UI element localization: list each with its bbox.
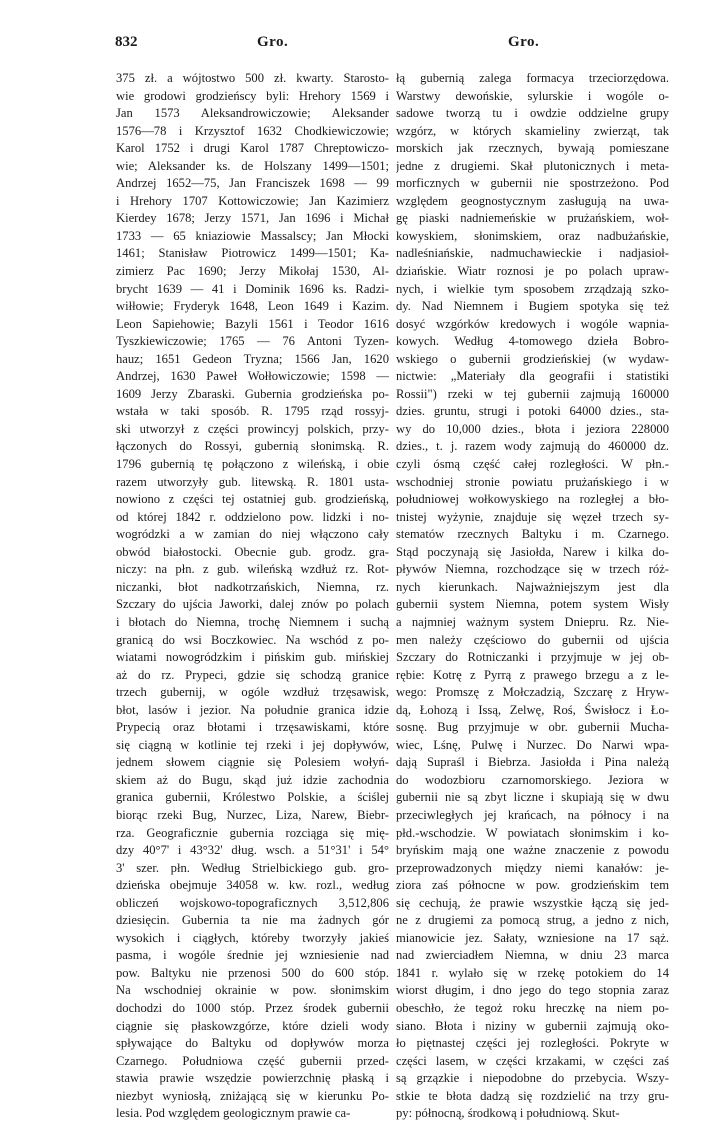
text-line: czyli ósmą część całej rozległości. W płn.- [396,457,669,472]
text-line: pasma, i wogóle średnie jej wzniesienie nad [116,948,389,963]
text-line: dzieńska obejmuje 34058 w. kw. rozl., według [116,878,389,893]
right-text-column [396,70,669,1123]
running-head-left: Gro. [257,34,289,50]
text-line: się ciągną w kotlinie tej rzeki i jej dopływów, [116,737,389,752]
text-line: się cechują, że prawie wszystkie łączą się jed- [396,895,669,910]
text-line: niezbyt wyniosłą, zniżającą się w kierunku Po- [116,1088,389,1103]
text-line: gę piaski nadniemeńskie w prużańskiem, woł- [396,211,669,226]
text-line: pływów Niemna, rozchodzące się w trzech róż- [396,562,669,577]
text-line: względem geognostycznym zasługują na uwa- [396,193,669,208]
text-line: ło piętnastej części jej rozległości. Pokryte w [396,1036,669,1051]
text-line: dzy 40°7' i 43°32' dług. wsch. a 51°31' i 54° [116,843,389,858]
text-line: dy. Nad Niemnem i Bugiem spotyka się też [396,299,669,314]
text-line: przeprowadzonych między niemi kanałów: je- [396,860,669,875]
text-line: aż do rz. Prypeci, gdzie się schodzą granice [116,667,389,682]
text-line: dzies., t. j. razem wody zajmują do 460000 dz. [396,439,669,454]
text-line: Andrzej, 1630 Paweł Wołłowiczowie; 1598 — [116,369,389,384]
text-line: nictwie: „Materiały dla geografii i statistiki [396,369,669,384]
text-line: men należy częściowo do gubernii od ujścia [396,632,669,647]
text-line: obliczeń wojskowo-topograficznych 3,512,806 [116,895,389,910]
text-line: nowiono z części tej ostatniej gub. grodzieńską, [116,492,389,507]
text-line: py: północną, środkową i południową. Skut- [396,1106,620,1121]
text-line: lesia. Pod względem geologicznym prawie ca- [116,1106,351,1121]
text-line: niczy: na płn. z gub. wileńską wzdłuż rz. Rot- [116,562,389,577]
text-line: ski utworzył z części prowincyj polskich, przy- [116,421,389,436]
running-head-right: Gro. [508,34,540,50]
text-line: jednem słowem ciągnie się Polesiem wołyń- [116,755,389,770]
text-line: granica gubernii, Królestwo Polskie, a ściślej [116,790,389,805]
text-line: nadleśniańskie, nadmuchawieckie i nadjasioł- [396,246,669,261]
text-line: stkie te błota dadzą się rozdzielić na trzy gru- [396,1088,669,1103]
text-line: Szczary do ujścia Jaworki, dalej znów po polach [116,597,389,612]
text-line: Andrzej 1652—75, Jan Franciszek 1698 — 99 [116,176,389,191]
left-text-column [116,70,389,1123]
text-line: wstała w taki sposób. R. 1795 rząd rossyj- [116,404,389,419]
text-line: Jan 1573 Aleksandrowiczowie; Aleksander [116,106,389,121]
text-line: Rossii") rzeki w tej gubernii zajmują 160000 [396,386,669,401]
text-line: stematów rzecznych Baltyku i m. Czarnego. [396,527,669,542]
text-line: brycht 1639 — 41 i Dominik 1696 ks. Radzi- [116,281,389,296]
text-line: biorąc rzeki Bug, Nurzec, Liza, Narew, Biebr- [116,807,389,822]
text-line: 1796 gubernią tę połączono z wileńską, i obie [116,457,389,472]
text-line: południowej wołkowyskiego na rozległej a bło- [396,492,669,507]
text-line: 1461; Stanisław Piotrowicz 1499—1501; Ka- [116,246,389,261]
text-line: wzgórz, w których skamieliny zwierząt, tak [396,123,669,138]
text-line: tnistej wyżynie, znajduje się węzeł trzech sy- [396,509,669,524]
text-line: wskiego o gubernii grodzieńskiej (w wydaw- [396,351,669,366]
text-line: części lasem, w części krzakami, w części zaś [396,1053,669,1068]
text-line: Czarnego. Południowa część gubernii przed- [116,1053,389,1068]
text-line: sosnę. Bug przyjmuje w obr. gubernii Mucha- [396,720,669,735]
text-line: wiec, Lśnę, Pulwę i Nurzec. Do Narwi wpa- [396,737,669,752]
text-line: dzies. gruntu, strugi i potoki 64000 dzies., sta- [396,404,669,419]
text-line: razem utworzyły gub. litewską. R. 1801 usta- [116,474,389,489]
page-header [0,34,720,58]
text-line: wiłłowie; Fryderyk 1648, Leon 1649 i Kazim. [116,299,389,314]
text-line: ciągnie się płaskowzgórze, które dzieli wody [116,1018,389,1033]
text-line: dają Supraśl i Biebrza. Jasiołda i Pina należą [396,755,669,770]
text-line: rębie: Kotrę z Pyrrą z prawego brzegu a z le- [396,667,669,682]
text-line: wie grodowi grodzieńscy byli: Hrehory 1569 i [116,88,389,103]
text-line: dziesięcin. Gubernia ta nie ma żadnych gór [116,913,389,928]
text-line: dziańskie. Wiatr roznosi je po polach upraw- [396,264,669,279]
text-line: bryńskim mają one ważne znaczenie z powodu [396,843,669,858]
text-line: Tyszkiewiczowie; 1765 — 76 Antoni Tyzen- [116,334,389,349]
text-line: 1576—78 i Krzysztof 1632 Chodkiewiczowie; [116,123,389,138]
text-line: ne z drugiemi za pomocą strug, a jedno z nich, [396,913,669,928]
text-line: rza. Geograficznie gubernia rozciąga się mię- [116,825,389,840]
text-line: obeschło, że tegoż roku hreczkę na niem po- [396,1000,669,1015]
text-line: od której 1842 r. oddzielono pow. lidzki i no- [116,509,389,524]
text-line: ziora zaś północne w pow. grodzieńskim tem [396,878,669,893]
text-line: pow. Baltyku nie przenosi 500 do 600 stóp. [116,965,389,980]
text-line: sadowe tworzą tu i owdzie oddzielne grupy [396,106,669,121]
text-line: kowyskiem, słonimskiem, oraz nadbużańskie, [396,228,669,243]
text-line: siano. Błota i niziny w gubernii zajmują oko- [396,1018,669,1033]
text-line: i Hrehory 1707 Kottowiczowie; Jan Kazimierz [116,193,389,208]
text-line: są grzązkie i niepodobne do przebycia. Wszy- [396,1071,669,1086]
text-line: i błotach do Niemna, trochę Niemnem i suchą [116,614,389,629]
text-line: 1733 — 65 kniaziowie Massalscy; Jan Młocki [116,228,389,243]
text-line: łą gubernią zalega formacya trzeciorzędowa. [396,71,669,85]
text-line: dochodzi do 1000 stóp. Przez środek gubernii [116,1000,389,1015]
text-line: wogródzki a w zamian do niej włączono cały [116,527,389,542]
text-line: Leon Sapiehowie; Bazyli 1561 i Teodor 1616 [116,316,389,331]
text-line: skiem aż do Bugu, skąd już idzie zachodnia [116,772,389,787]
text-line: mianowicie jez. Sałaty, wzniesione na 17 sąż. [396,930,669,945]
text-line: dosyć wzgórków kredowych i wogóle wapnia- [396,316,669,331]
text-line: wie; Aleksander ks. de Holszany 1499—1501; [116,158,389,173]
text-line: kowych. Według 4-tomowego dzieła Bobro- [396,334,669,349]
text-line: gubernii nie są zbyt liczne i skupiają się w dwu [396,790,669,805]
column-divider [390,70,391,930]
text-line: gubernii system Niemna, potem system Wisły [396,597,669,612]
text-line: wiatami nowogródzkim i pińskim gub. mińskiej [116,650,389,665]
text-line: wysokich i ciągłych, któreby tworzyły jakieś [116,930,389,945]
text-line: morficznych w gubernii nie spostrzeżono. Pod [396,176,669,191]
text-line: wego: Promszę z Mołczadzią, Szczarę z Hryw- [396,685,669,700]
text-line: łączonych do Rossyi, gubernią słonimską. R. [116,439,389,454]
page-number: 832 [115,34,138,50]
text-line: Szczary do Rotniczanki i przyjmuje w jej ob- [396,650,669,665]
text-line: wy do 10,000 dzies., błota i jeziora 228000 [396,421,669,436]
text-line: Stąd poczynają się Jasiołda, Narew i kilka do- [396,544,669,559]
text-line: stawia prawie wszędzie powierzchnię płaską i [116,1071,389,1086]
text-line: a najmniej ważnym system Dniepru. Rz. Nie- [396,614,669,629]
text-line: hauz; 1651 Gedeon Tryzna; 1566 Jan, 1620 [116,351,389,366]
text-line: do wodozbioru czarnomorskiego. Jeziora w [396,772,669,787]
text-line: obwód białostocki. Obecnie gub. grodz. gra- [116,544,389,559]
text-line: 1609 Jerzy Zbaraski. Gubernia grodzieńska po- [116,386,389,401]
text-line: granicą do wsi Boczkowiec. Na wschód z po- [116,632,389,647]
text-line: wschodniej stronie powiatu prużańskiego i w [396,474,669,489]
text-line: Na wschodniej okrainie w pow. słonimskim [116,983,389,998]
text-line: 3' szer. płn. Według Strielbickiego gub. gro- [116,860,389,875]
text-line: płd.-wschodzie. W powiatach słonimskim i ko- [396,825,669,840]
text-line: trzech gubernij, w ogóle wzdłuż trzęsawisk, [116,685,389,700]
text-line: morskich jak rzecznych, bywają pomieszane [396,141,669,156]
text-line: Kierdey 1678; Jerzy 1571, Jan 1696 i Michał [116,211,389,226]
text-line: przeciwległych jej krańcach, na północy i na [396,807,669,822]
text-line: nych kierunkach. Najważniejszym jest dla [396,579,669,594]
text-line: nych, i wielkie tym sposobem zrządzają szko- [396,281,669,296]
text-line: spływające do Baltyku od dopływów morza [116,1036,389,1051]
text-line: 1841 r. wylało się w rzekę potokiem do 14 [396,965,669,980]
text-line: Karol 1752 i drugi Karol 1787 Chreptowiczo- [116,141,389,156]
text-line: nad zwierciadłem Niemna, w dniu 23 marca [396,948,669,963]
text-line: dą, Łohozą i Issą, Zelwę, Roś, Świsłocz i Ło- [396,702,669,717]
text-line: błot, lasów i jezior. Na południe granica idzie [116,702,389,717]
text-line: Prypecią oraz błotami i trzęsawiskami, które [116,720,389,735]
text-line: zimierz Pac 1690; Jerzy Mikołaj 1530, Al- [116,264,389,279]
text-line: niczanki, błot nadkotrzańskich, Niemna, rz. [116,579,389,594]
text-line: 375 zł. a wójtostwo 500 zł. kwarty. Starosto- [116,71,389,85]
text-line: wiorst długim, i dno jego do tego stopnia zaraz [396,983,669,998]
text-line: jedne z drugiemi. Skał plutonicznych i meta- [396,158,669,173]
text-line: Warstwy dewońskie, sylurskie i wogóle o- [396,88,669,103]
